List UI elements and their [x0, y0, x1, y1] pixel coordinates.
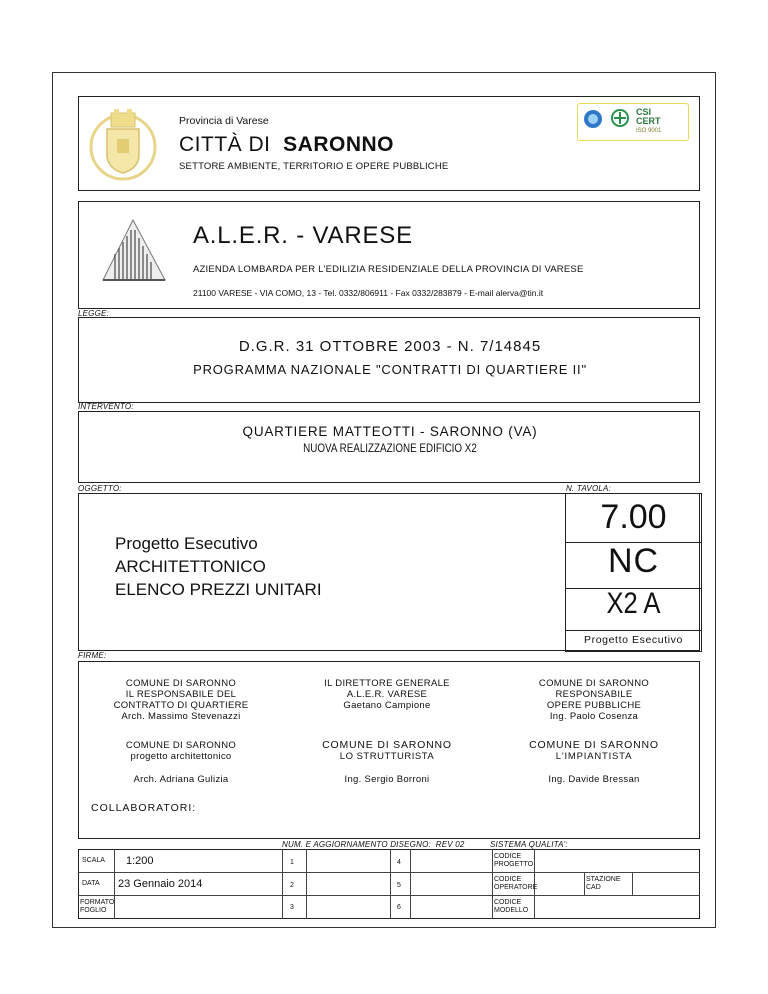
footer-col-line-b — [282, 849, 283, 919]
footer-col-line-f — [492, 849, 493, 919]
tavola-building: X2 A — [606, 587, 661, 620]
province-label: Provincia di Varese — [179, 115, 269, 127]
footer-col-line-h — [584, 872, 585, 895]
signature-architect: COMUNE DI SARONNO progetto architettonico Arch. Adriana Gulizia — [125, 740, 237, 785]
aler-box — [78, 201, 700, 309]
aler-logo — [95, 214, 173, 292]
scala-label: SCALA — [82, 857, 105, 864]
accredia-icon — [582, 108, 604, 130]
header-box — [78, 96, 700, 191]
intervento-building: NUOVA REALIZZAZIONE EDIFICIO X2 — [303, 441, 477, 455]
oggetto-label: OGGETTO: — [78, 484, 122, 493]
city-prefix: CITTÀ DI — [179, 133, 271, 156]
data-value: 23 Gennaio 2014 — [118, 878, 203, 890]
footer-col-line-d — [390, 849, 391, 919]
footer-row-line-1 — [78, 872, 700, 873]
footer-col-line-a — [114, 849, 115, 919]
rev-number-6: 6 — [397, 904, 401, 911]
legge-decree: D.G.R. 31 OTTOBRE 2003 - N. 7/14845 — [238, 338, 542, 355]
intervento-box — [78, 411, 700, 483]
formato-label: FORMATO FOGLIO — [80, 899, 115, 914]
tavola-code: NC — [607, 542, 660, 580]
cert-text: CSI CERT — [636, 107, 661, 126]
tavola-label: N. TAVOLA: — [566, 484, 611, 493]
codice-operatore-label: CODICE OPERATORE — [494, 876, 538, 891]
city-name: SARONNO — [283, 133, 395, 156]
rev-number-2: 2 — [290, 882, 294, 889]
legge-box — [78, 317, 700, 403]
oggetto-discipline: ARCHITETTONICO — [115, 557, 266, 576]
scala-value: 1:200 — [126, 855, 154, 867]
aler-address: 21100 VARESE - VIA COMO, 13 - Tel. 0332/806911 - Fax 0332/283879 - E-mail alerva@tin.it — [193, 288, 544, 298]
rev-number-5: 5 — [397, 882, 401, 889]
firme-box — [78, 661, 700, 839]
certification-logo — [577, 103, 689, 141]
oggetto-document: ELENCO PREZZI UNITARI — [115, 580, 322, 599]
data-label: DATA — [82, 880, 100, 887]
saronno-coat-of-arms — [83, 103, 163, 183]
cert-cross-icon — [610, 108, 630, 128]
intervento-label: INTERVENTO: — [78, 402, 134, 411]
oggetto-box — [78, 493, 700, 651]
city-title — [179, 133, 394, 157]
tavola-phase: Progetto Esecutivo — [584, 634, 683, 646]
sistema-qualita-label: SISTEMA QUALITA': — [490, 840, 568, 849]
signature-structural: COMUNE DI SARONNO LO STRUTTURISTA Ing. Sergio Borroni — [322, 739, 452, 785]
signature-plant: COMUNE DI SARONNO L'IMPIANTISTA Ing. Davide Bressan — [529, 739, 659, 785]
tavola-block — [565, 493, 702, 652]
intervento-location: QUARTIERE MATTEOTTI - SARONNO (VA) — [242, 424, 538, 439]
footer-col-line-c — [306, 849, 307, 919]
codice-progetto-label: CODICE PROGETTO — [494, 853, 534, 868]
department-label: SETTORE AMBIENTE, TERRITORIO E OPERE PUBBLICHE — [179, 161, 449, 172]
signature-cdq-responsible: COMUNE DI SARONNO IL RESPONSABILE DEL CONTRATTO DI QUARTIERE Arch. Massimo Stevenazzi — [113, 678, 249, 722]
signature-public-works: COMUNE DI SARONNO RESPONSABILE OPERE PUBBLICHE Ing. Paolo Cosenza — [538, 678, 650, 722]
codice-modello-label: CODICE MODELLO — [494, 899, 529, 914]
footer-col-line-e — [410, 849, 411, 919]
aler-title: A.L.E.R. - VARESE — [193, 222, 413, 249]
rev-number-4: 4 — [397, 859, 401, 866]
firme-label: FIRME: — [78, 651, 107, 660]
tavola-number: 7.00 — [600, 498, 667, 536]
legge-label: LEGGE: — [78, 309, 109, 318]
collaboratori-label: COLLABORATORI: — [91, 802, 197, 814]
oggetto-phase: Progetto Esecutivo — [115, 534, 258, 553]
tavola-divider-3 — [566, 630, 701, 631]
signature-aler-director: IL DIRETTORE GENERALE A.L.E.R. VARESE Gaetano Campione — [324, 678, 450, 711]
rev-number-3: 3 — [290, 904, 294, 911]
footer-row-line-2 — [78, 895, 700, 896]
aler-subtitle: AZIENDA LOMBARDA PER L'EDILIZIA RESIDENZIALE DELLA PROVINCIA DI VARESE — [193, 264, 584, 275]
rev-number-1: 1 — [290, 859, 294, 866]
cert-iso: ISO 9001 — [636, 128, 662, 134]
stazione-cad-label: STAZIONE CAD — [586, 876, 621, 891]
footer-col-line-i — [632, 872, 633, 895]
legge-program: PROGRAMMA NAZIONALE "CONTRATTI DI QUARTIERE II" — [193, 362, 587, 377]
num-aggiornamento-label: NUM. E AGGIORNAMENTO DISEGNO: REV 02 — [282, 840, 465, 849]
